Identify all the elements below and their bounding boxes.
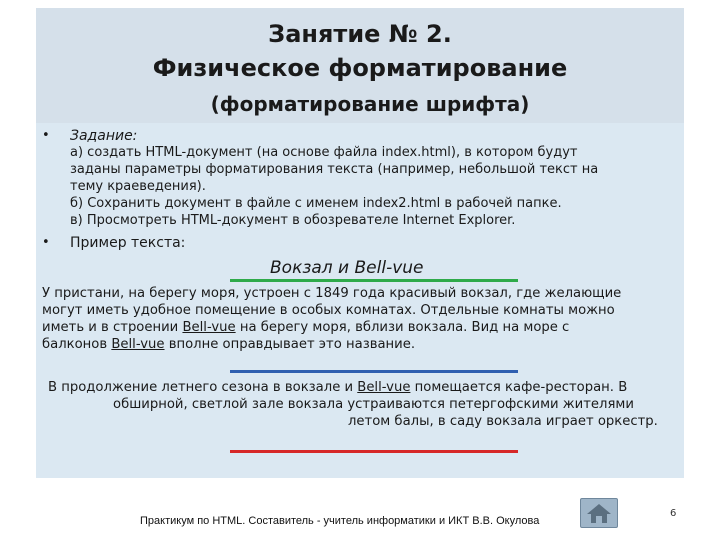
text: на берегу моря, вблизи вокзала. Вид на море с xyxy=(235,320,570,335)
task-line: в) Просмотреть HTML-документ в обозревателе Internet Explorer. xyxy=(70,213,516,228)
task-line: а) создать HTML-документ (на основе файла index.html), в котором будут xyxy=(70,145,578,160)
bell-vue-link: Bell-vue xyxy=(357,380,411,395)
bell-vue-link: Bell-vue xyxy=(111,337,165,352)
example-title: Вокзал и Bell-vue xyxy=(270,258,424,278)
text: иметь и в строении xyxy=(42,320,183,335)
task-label: Задание: xyxy=(70,128,138,144)
example-label: Пример текста: xyxy=(70,235,186,251)
green-divider xyxy=(230,279,518,282)
text: балконов xyxy=(42,337,112,352)
blue-divider xyxy=(230,370,518,373)
task-line: б) Сохранить документ в файле с именем index2.html в рабочей папке. xyxy=(70,196,562,211)
footer-text: Практикум по HTML. Составитель - учитель информатики и ИКТ В.В. Окулова xyxy=(140,515,540,527)
title-line-1: Занятие № 2. xyxy=(268,20,452,48)
bell-vue-link: Bell-vue xyxy=(182,320,236,335)
red-divider xyxy=(230,450,518,453)
text: помещается кафе-ресторан. В xyxy=(410,380,628,395)
title-line-2: Физическое форматирование xyxy=(152,54,568,82)
paragraph-1-line xyxy=(42,337,415,352)
task-line: тему краеведения). xyxy=(70,179,206,194)
bullet: • xyxy=(42,235,50,250)
paragraph-1-line: У пристани, на берегу моря, устроен с 1849 года красивый вокзал, где желающие xyxy=(42,286,622,301)
paragraph-1-line: могут иметь удобное помещение в особых комнатах. Отдельные комнаты можно xyxy=(42,303,615,318)
title-line-3: (форматирование шрифта) xyxy=(210,92,530,116)
home-button[interactable] xyxy=(580,498,618,528)
text: В продолжение летнего сезона в вокзале и xyxy=(48,380,358,395)
paragraph-1-line xyxy=(42,320,569,335)
text: вполне оправдывает это название. xyxy=(164,337,416,352)
task-line: заданы параметры форматирования текста (например, небольшой текст на xyxy=(70,162,599,177)
paragraph-2-line xyxy=(48,380,627,395)
home-icon xyxy=(581,499,617,527)
paragraph-2-line: обширной, светлой зале вокзала устраиваются петергофскими жителями xyxy=(113,397,634,412)
paragraph-2-line: летом балы, в саду вокзала играет оркестр. xyxy=(348,414,658,429)
bullet: • xyxy=(42,128,50,143)
page-number: 6 xyxy=(670,508,677,519)
